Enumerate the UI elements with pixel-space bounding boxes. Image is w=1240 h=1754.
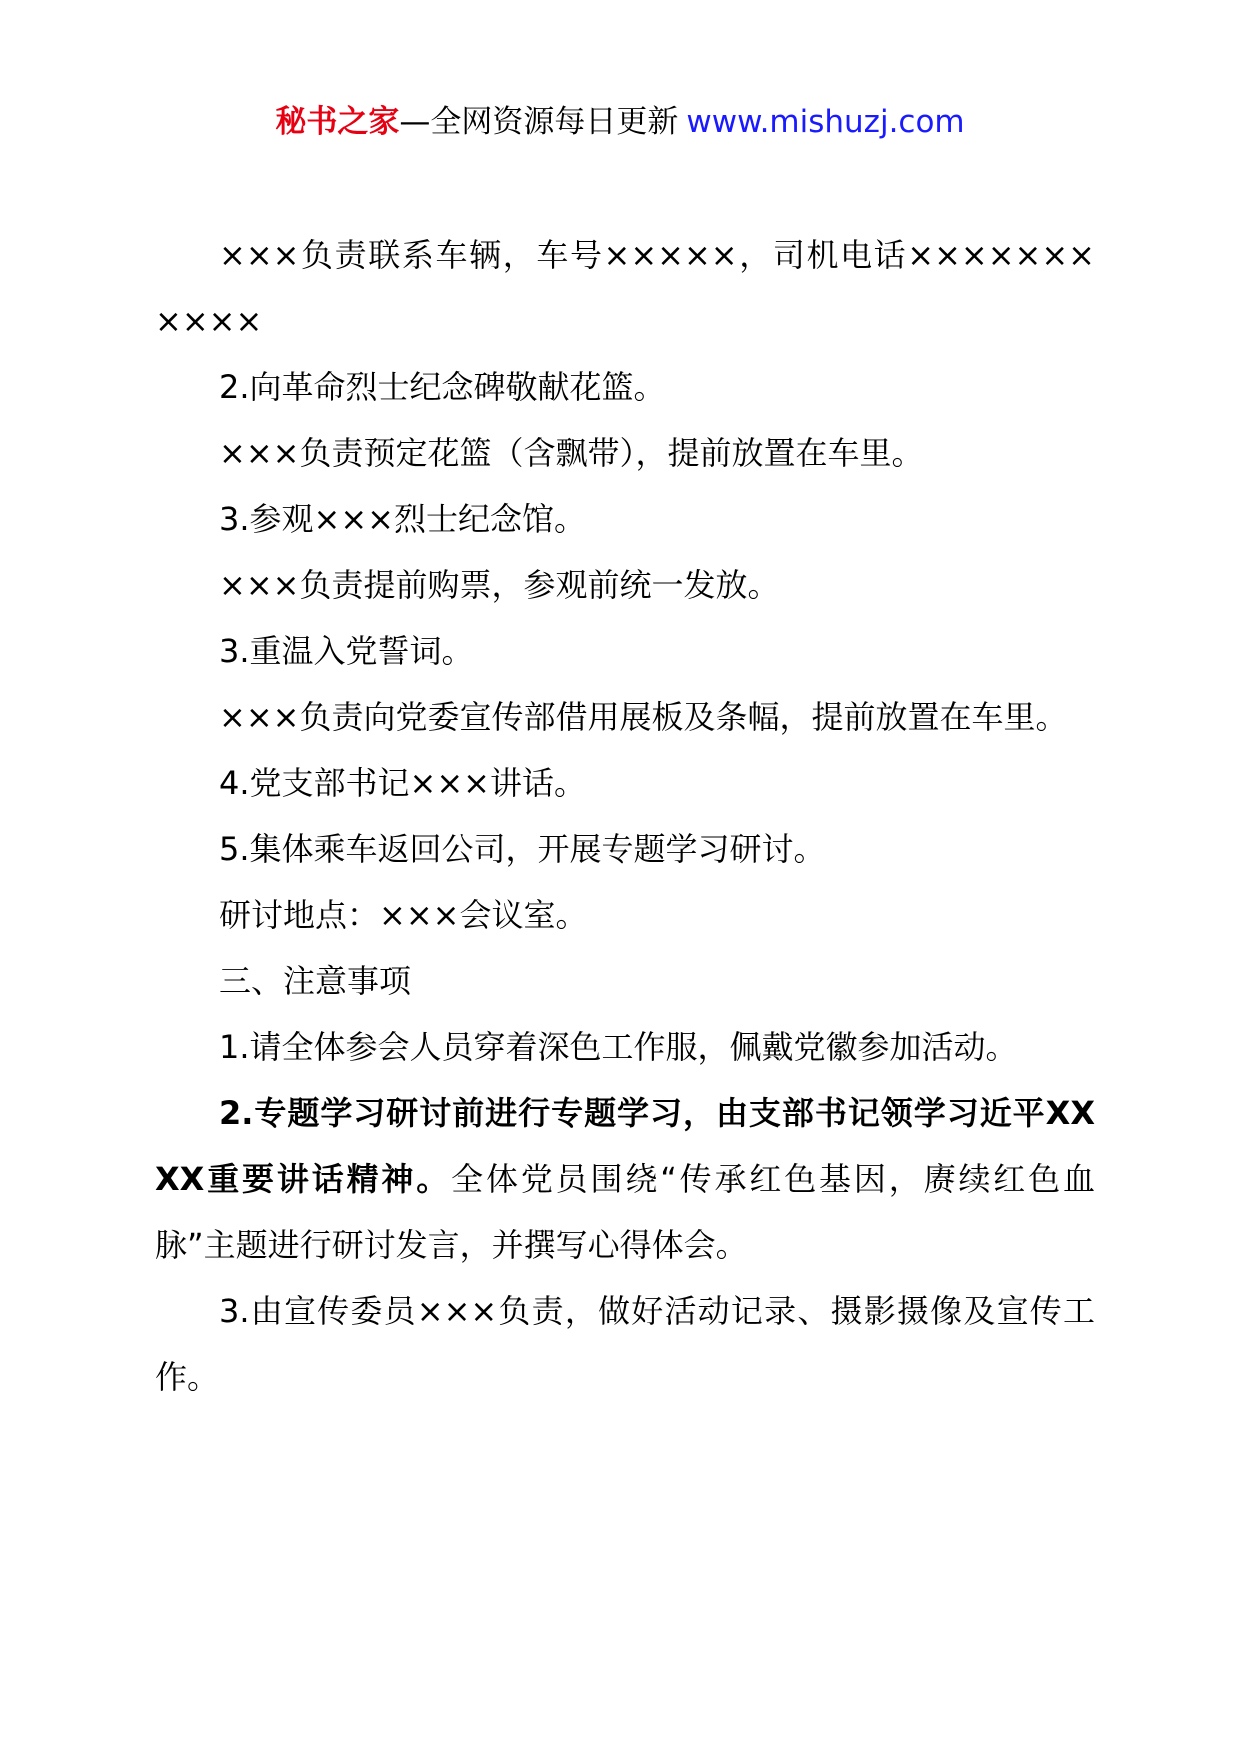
brand-name: 秘书之家 xyxy=(275,104,400,140)
site-banner xyxy=(0,100,1240,144)
bold-lead-text: 2.专题学习研讨前进行专题学习，由支部书记领学习近平XXXX重要讲话精神。 xyxy=(155,1094,1095,1198)
paragraph-wreath-duty: ×××负责预定花篮（含飘带），提前放置在车里。 xyxy=(219,434,924,472)
paragraph-item-visit: 3.参观×××烈士纪念馆。 xyxy=(219,500,586,538)
site-url-link[interactable]: www.mishuzj.com xyxy=(686,104,965,140)
paragraph-vehicle: ×××负责联系车辆，车号×××××，司机电话××××××××××× xyxy=(155,236,1095,340)
paragraph-note-dress: 1.请全体参会人员穿着深色工作服，佩戴党徽参加活动。 xyxy=(219,1028,1018,1066)
section-heading-notes: 三、注意事项 xyxy=(219,962,412,1000)
paragraph-banner-duty: ×××负责向党委宣传部借用展板及条幅，提前放置在车里。 xyxy=(219,698,1068,736)
paragraph-ticket-duty: ×××负责提前购票，参观前统一发放。 xyxy=(219,566,780,604)
banner-slogan: —全网资源每日更新 xyxy=(399,104,679,140)
paragraph-location: 研讨地点：×××会议室。 xyxy=(219,896,588,934)
paragraph-item-return: 5.集体乘车返回公司，开展专题学习研讨。 xyxy=(219,830,826,868)
paragraph-item-speech: 4.党支部书记×××讲话。 xyxy=(219,764,586,802)
paragraph-item-oath: 3.重温入党誓词。 xyxy=(219,632,474,670)
document-body xyxy=(155,222,1095,1410)
paragraph-note-record: 3.由宣传委员×××负责，做好活动记录、摄影摄像及宣传工作。 xyxy=(155,1292,1095,1396)
paragraph-note-study: 2.专题学习研讨前进行专题学习，由支部书记领学习近平XXXX重要讲话精神。全体党员围绕“传承红色基因，赓续红色血脉”主题进行研讨发言，并撰写心得体会。 xyxy=(155,1094,1095,1264)
paragraph-item-wreath: 2.向革命烈士纪念碑敬献花篮。 xyxy=(219,368,666,406)
